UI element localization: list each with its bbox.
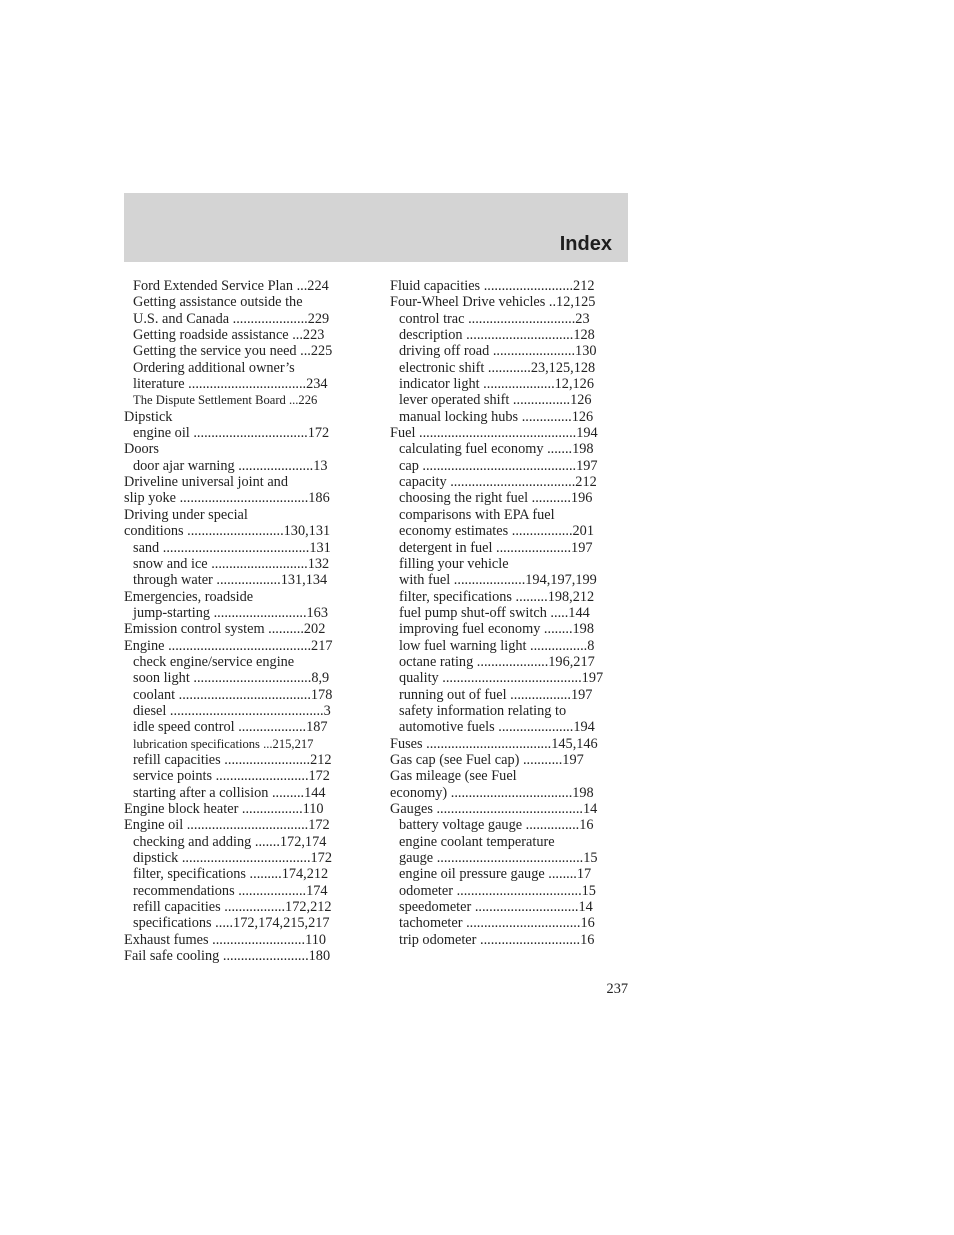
index-entry: Fail safe cooling ........................180 xyxy=(124,948,331,965)
header-band xyxy=(124,193,628,262)
index-subentry: literature .................................234 xyxy=(133,376,328,393)
index-subentry: through water ..................131,134 xyxy=(133,572,328,589)
index-subentry: driving off road .......................130 xyxy=(399,343,597,360)
index-subentry: battery voltage gauge ...............16 xyxy=(399,817,594,834)
index-subentry: coolant .....................................178 xyxy=(133,686,333,703)
index-column-left xyxy=(124,278,362,964)
index-entry: Dipstick xyxy=(124,408,173,425)
index-entry: Exhaust fumes ..........................110 xyxy=(124,931,326,948)
index-subentry: control trac ..............................23 xyxy=(399,310,590,327)
index-subentry: Getting assistance outside the xyxy=(133,294,303,311)
index-subentry: choosing the right fuel ...........196 xyxy=(399,490,593,507)
index-subentry: dipstick ....................................172 xyxy=(133,850,332,867)
index-subentry: calculating fuel economy .......198 xyxy=(399,441,594,458)
index-entry: Gas cap (see Fuel cap) ...........197 xyxy=(390,751,584,768)
index-subentry: The Dispute Settlement Board ...226 xyxy=(133,393,318,408)
page-title: Index xyxy=(559,233,612,255)
index-subentry: filling your vehicle xyxy=(399,555,509,572)
index-entry: Gauges .........................................14 xyxy=(390,801,598,817)
index-entry: Four-Wheel Drive vehicles ..12,125 xyxy=(390,294,596,311)
index-subentry: checking and adding .......172,174 xyxy=(133,833,327,850)
index-subentry: with fuel ....................194,197,199 xyxy=(399,572,597,589)
index-entry: economy) ..................................198 xyxy=(390,784,594,801)
index-subentry: sand .........................................131 xyxy=(133,539,331,556)
index-subentry: lever operated shift ................126 xyxy=(399,392,592,409)
index-entry: conditions ...........................130,131 xyxy=(124,523,331,540)
index-entry: Engine ........................................217 xyxy=(124,637,333,654)
index-subentry: idle speed control ...................187 xyxy=(133,719,328,736)
index-entry: Engine block heater .................110 xyxy=(124,801,324,817)
index-subentry: tachometer ................................16 xyxy=(399,915,595,932)
index-subentry: jump-starting ..........................163 xyxy=(133,604,328,621)
index-subentry: indicator light ....................12,126 xyxy=(399,376,594,393)
index-subentry: octane rating ....................196,217 xyxy=(399,653,595,670)
index-entry: Fuses ...................................145,146 xyxy=(390,735,598,752)
index-subentry: safety information relating to xyxy=(399,702,567,719)
index-subentry: lubrication specifications ...215,217 xyxy=(133,736,314,751)
index-subentry: gauge .........................................15 xyxy=(399,850,598,867)
index-entry: Doors xyxy=(124,441,159,458)
index-subentry: soon light .................................8,9 xyxy=(133,670,330,687)
index-subentry: check engine/service engine xyxy=(133,653,295,670)
index-subentry: refill capacities ........................212 xyxy=(133,751,332,768)
index-subentry: filter, specifications .........198,212 xyxy=(399,588,595,605)
index-subentry: snow and ice ...........................132 xyxy=(133,555,330,572)
index-subentry: improving fuel economy ........198 xyxy=(399,621,594,638)
index-subentry: refill capacities .................172,212 xyxy=(133,899,332,916)
index-subentry: description ..............................128 xyxy=(399,327,595,344)
index-entry: Emergencies, roadside xyxy=(124,588,254,605)
index-entry: slip yoke ....................................186 xyxy=(124,490,330,507)
index-subentry: speedometer .............................14 xyxy=(399,899,593,916)
index-column-right xyxy=(390,278,628,948)
index-entry: Fuel ............................................194 xyxy=(390,425,598,442)
index-subentry: starting after a collision .........144 xyxy=(133,784,326,801)
index-subentry: door ajar warning .....................13 xyxy=(133,457,328,474)
index-subentry: U.S. and Canada .....................229 xyxy=(133,310,330,327)
index-subentry: service points ..........................172 xyxy=(133,768,330,785)
index-subentry: engine oil ................................172 xyxy=(133,425,330,442)
index-entry: Gas mileage (see Fuel xyxy=(390,768,517,785)
index-subentry: Getting roadside assistance ...223 xyxy=(133,327,325,344)
index-subentry: detergent in fuel .....................197 xyxy=(399,539,593,556)
index-subentry: Ford Extended Service Plan ...224 xyxy=(133,278,329,294)
index-subentry: recommendations ...................174 xyxy=(133,882,328,899)
index-entry: Driving under special xyxy=(124,506,248,523)
index-subentry: comparisons with EPA fuel xyxy=(399,506,555,523)
index-subentry: Getting the service you need ...225 xyxy=(133,343,333,360)
index-entry: Engine oil ..................................172 xyxy=(124,817,330,834)
index-subentry: engine coolant temperature xyxy=(399,833,555,850)
index-subentry: specifications .....172,174,215,217 xyxy=(133,915,330,932)
index-subentry: fuel pump shut-off switch .....144 xyxy=(399,604,590,621)
index-subentry: capacity ...................................212 xyxy=(399,474,597,491)
index-entry: Emission control system ..........202 xyxy=(124,621,326,638)
index-subentry: engine oil pressure gauge ........17 xyxy=(399,866,592,883)
index-subentry: manual locking hubs ..............126 xyxy=(399,408,594,425)
index-subentry: quality .......................................197 xyxy=(399,670,604,687)
page-number: 237 xyxy=(606,981,628,997)
index-subentry: automotive fuels .....................194 xyxy=(399,719,595,736)
index-subentry: odometer ...................................15 xyxy=(399,882,596,899)
index-subentry: filter, specifications .........174,212 xyxy=(133,866,329,883)
index-entry: Fluid capacities .........................212 xyxy=(390,278,595,294)
index-subentry: diesel ...........................................3 xyxy=(133,702,331,719)
index-subentry: low fuel warning light ................8 xyxy=(399,637,595,654)
index-subentry: economy estimates .................201 xyxy=(399,523,594,540)
index-subentry: electronic shift ............23,125,128 xyxy=(399,359,596,376)
index-subentry: cap ...........................................197 xyxy=(399,457,598,474)
index-entry: Driveline universal joint and xyxy=(124,474,288,491)
index-subentry: trip odometer ............................16 xyxy=(399,931,595,948)
index-subentry: running out of fuel .................197 xyxy=(399,686,593,703)
index-subentry: Ordering additional owner’s xyxy=(133,359,295,376)
